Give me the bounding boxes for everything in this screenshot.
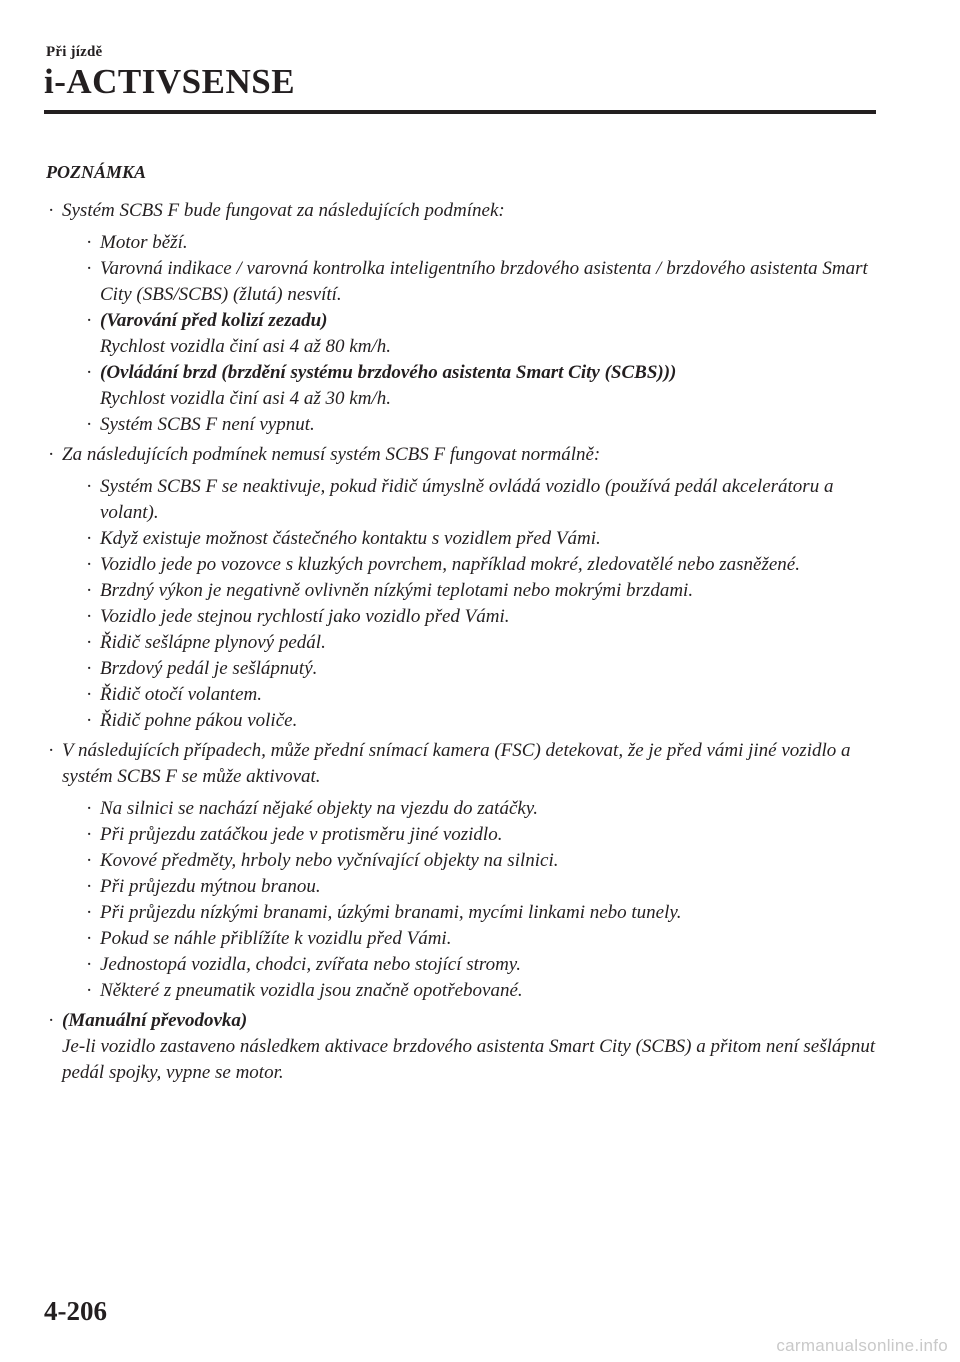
- sub-list-item: [62, 412, 876, 438]
- watermark[interactable]: carmanualsonline.info: [776, 1336, 948, 1355]
- bullet-icon: ·: [86, 684, 93, 705]
- sub-list-item: [62, 230, 876, 256]
- note-heading: POZNÁMKA: [46, 162, 147, 182]
- bullet-icon: ·: [86, 580, 93, 601]
- bullet-icon: ·: [86, 554, 93, 575]
- bullet-icon: ·: [86, 824, 93, 845]
- bullet-icon: ·: [86, 850, 93, 871]
- sub-list-item: [62, 708, 876, 734]
- bullet-icon: ·: [86, 954, 93, 975]
- header-rule: [44, 110, 876, 114]
- sub-item-heading: (Varování před kolizí zezadu): [100, 310, 328, 331]
- bullet-icon: ·: [86, 658, 93, 679]
- sub-list-item: [62, 526, 876, 552]
- sub-list-item: [62, 308, 876, 360]
- bullet-icon: ·: [86, 798, 93, 819]
- sub-list-item: [62, 926, 876, 952]
- sub-item-text: Když existuje možnost částečného kontaktu s vozidlem před Vámi.: [100, 528, 601, 549]
- sub-item-heading: (Ovládání brzd (brzdění systému brzdového asistenta Smart City (SCBS))): [100, 362, 677, 383]
- bullet-icon: ·: [86, 310, 93, 331]
- sub-item-text: Systém SCBS F není vypnut.: [100, 414, 315, 435]
- sub-list: [62, 796, 876, 1004]
- sub-list-item: [62, 682, 876, 708]
- note-list: [46, 198, 876, 1086]
- sub-item-text: Pokud se náhle přiblížíte k vozidlu před Vámi.: [100, 928, 452, 949]
- sub-list-item: [62, 360, 876, 412]
- sub-item-text: Při průjezdu zatáčkou jede v protisměru jiné vozidlo.: [100, 824, 503, 845]
- bullet-icon: ·: [86, 258, 93, 279]
- sub-item-text: Na silnici se nachází nějaké objekty na vjezdu do zatáčky.: [100, 798, 538, 819]
- sub-item-text: Při průjezdu mýtnou branou.: [100, 876, 321, 897]
- sub-list-item: [62, 656, 876, 682]
- bullet-icon: ·: [48, 200, 55, 221]
- sub-item-text: Při průjezdu nízkými branami, úzkými branami, mycími linkami nebo tunely.: [100, 902, 682, 923]
- sub-list-item: [62, 848, 876, 874]
- section-label: Při jízdě: [46, 44, 103, 60]
- bullet-icon: ·: [86, 528, 93, 549]
- sub-item-text: Rychlost vozidla činí asi 4 až 80 km/h.: [100, 336, 391, 357]
- list-item: [46, 442, 876, 734]
- bullet-icon: ·: [86, 606, 93, 627]
- bullet-icon: ·: [48, 444, 55, 465]
- item-text: Systém SCBS F bude fungovat za následujících podmínek:: [62, 200, 505, 221]
- note-body: [46, 198, 876, 1086]
- sub-list-item: [62, 474, 876, 526]
- sub-list-item: [62, 552, 876, 578]
- sub-item-text: Varovná indikace / varovná kontrolka inteligentního brzdového asistenta / brzdového asistenta Smart City (SBS/SCBS) (žlutá) nesvítí.: [100, 258, 868, 305]
- sub-list-item: [62, 900, 876, 926]
- item-heading: (Manuální převodovka): [62, 1010, 248, 1031]
- sub-list-item: [62, 578, 876, 604]
- sub-list: [62, 474, 876, 734]
- chapter-title: i-ACTIVSENSE: [44, 62, 296, 101]
- bullet-icon: ·: [86, 876, 93, 897]
- sub-item-text: Vozidlo jede po vozovce s kluzkých povrchem, například mokré, zledovatělé nebo zasněžené.: [100, 554, 800, 575]
- sub-item-text: Řidič pohne pákou voliče.: [100, 710, 298, 731]
- bullet-icon: ·: [86, 902, 93, 923]
- list-item: [46, 1008, 876, 1086]
- bullet-icon: ·: [86, 710, 93, 731]
- sub-list-item: [62, 796, 876, 822]
- sub-item-text: Řidič otočí volantem.: [100, 684, 262, 705]
- bullet-icon: ·: [86, 980, 93, 1001]
- sub-item-text: Kovové předměty, hrboly nebo vyčnívající objekty na silnici.: [100, 850, 559, 871]
- page-number: 4-206: [44, 1296, 107, 1326]
- bullet-icon: ·: [86, 362, 93, 383]
- bullet-icon: ·: [86, 232, 93, 253]
- sub-item-text: Brzdový pedál je sešlápnutý.: [100, 658, 318, 679]
- item-text: V následujících případech, může přední snímací kamera (FSC) detekovat, že je před vámi jiné vozidlo a systém SCBS F se může aktivovat.: [62, 740, 851, 787]
- bullet-icon: ·: [86, 414, 93, 435]
- sub-item-text: Jednostopá vozidla, chodci, zvířata nebo stojící stromy.: [100, 954, 521, 975]
- bullet-icon: ·: [86, 632, 93, 653]
- sub-list-item: [62, 630, 876, 656]
- list-item: [46, 198, 876, 438]
- bullet-icon: ·: [86, 476, 93, 497]
- sub-item-text: Brzdný výkon je negativně ovlivněn nízkými teplotami nebo mokrými brzdami.: [100, 580, 694, 601]
- sub-list-item: [62, 604, 876, 630]
- sub-list-item: [62, 256, 876, 308]
- sub-list-item: [62, 978, 876, 1004]
- sub-item-text: Systém SCBS F se neaktivuje, pokud řidič úmyslně ovládá vozidlo (používá pedál akcelerátoru a volant).: [100, 476, 834, 523]
- bullet-icon: ·: [48, 740, 55, 761]
- sub-list-item: [62, 952, 876, 978]
- sub-list-item: [62, 822, 876, 848]
- bullet-icon: ·: [48, 1010, 55, 1031]
- sub-item-text: Některé z pneumatik vozidla jsou značně opotřebované.: [100, 980, 523, 1001]
- list-item: [46, 738, 876, 1004]
- bullet-icon: ·: [86, 928, 93, 949]
- sub-list: [62, 230, 876, 438]
- item-text: Je-li vozidlo zastaveno následkem aktivace brzdového asistenta Smart City (SCBS) a přitom není sešlápnut pedál spojky, vypne se motor.: [62, 1036, 876, 1083]
- sub-item-text: Vozidlo jede stejnou rychlostí jako vozidlo před Vámi.: [100, 606, 510, 627]
- sub-item-text: Řidič sešlápne plynový pedál.: [100, 632, 326, 653]
- sub-list-item: [62, 874, 876, 900]
- sub-item-text: Motor běží.: [100, 232, 188, 253]
- sub-item-text: Rychlost vozidla činí asi 4 až 30 km/h.: [100, 388, 391, 409]
- item-text: Za následujících podmínek nemusí systém SCBS F fungovat normálně:: [62, 444, 601, 465]
